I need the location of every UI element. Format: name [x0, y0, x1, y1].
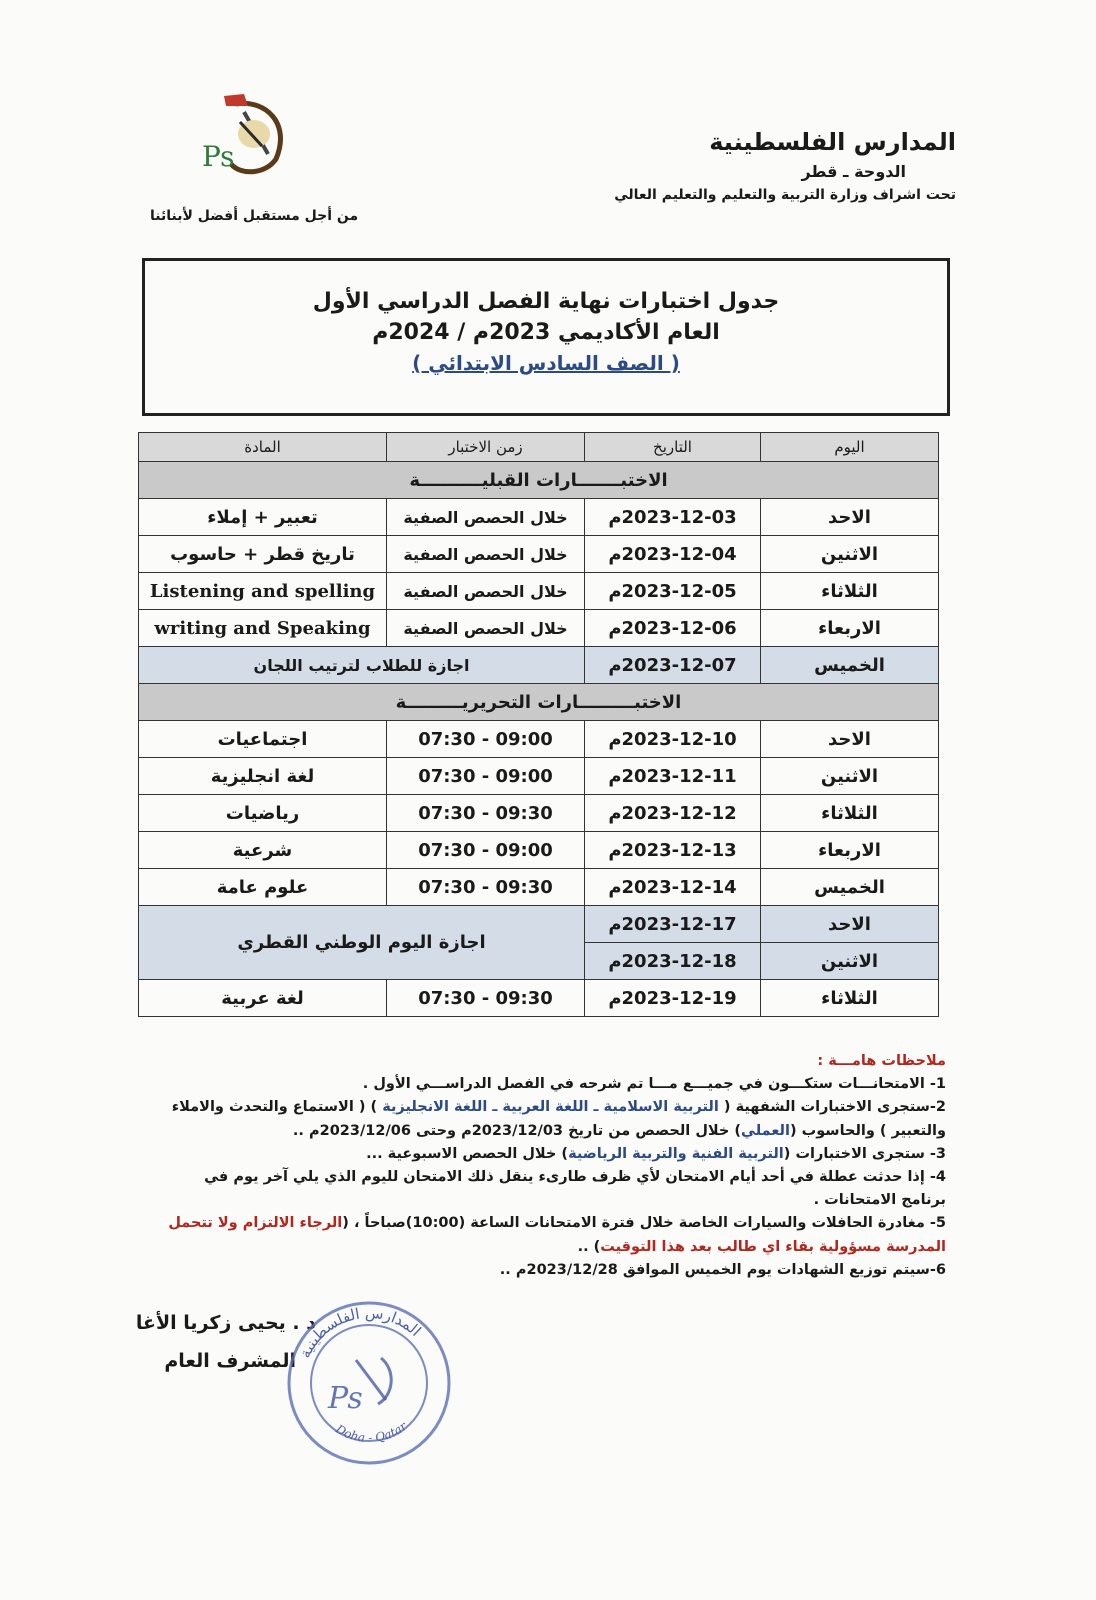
note-2 — [156, 1096, 946, 1142]
note-1: 1- الامتحانـــات ستكـــون في جميـــع مـــا تم شرحه في الفصل الدراســـي الأول . — [362, 1076, 946, 1093]
cell-time: خلال الحصص الصفية — [387, 610, 585, 647]
note-5-part: الرجاء الالتزام ولا تتحمل المدرسة مسؤولية بقاء اي طالب بعد هذا التوقيت — [168, 1215, 946, 1255]
table-row — [139, 832, 939, 869]
note-2-part: 2-ستجرى الاختبارات الشفهية ( — [723, 1099, 946, 1116]
cell-day: الاثنين — [761, 536, 939, 573]
table-row — [139, 610, 939, 647]
title-line-2: العام الأكاديمي 2023م / 2024م — [372, 320, 720, 345]
cell-time: 07:30 - 09:30 — [387, 869, 585, 906]
section-oral-label: الاختبـــــــارات القبليــــــــــة — [139, 462, 939, 499]
svg-text:Ps: Ps — [202, 140, 235, 173]
cell-day: الثلاثاء — [761, 980, 939, 1017]
note-6: 6-سيتم توزيع الشهادات يوم الخميس الموافق 2023/12/28م .. — [499, 1261, 946, 1278]
cell-time: 07:30 - 09:30 — [387, 980, 585, 1017]
table-row — [139, 721, 939, 758]
header-time: زمن الاختبار — [387, 433, 585, 462]
section-oral-row — [139, 462, 939, 499]
cell-date: 2023-12-13م — [585, 832, 761, 869]
cell-day: الخميس — [761, 647, 939, 684]
header-day: اليوم — [761, 433, 939, 462]
stamp-center-text: Ps — [328, 1381, 363, 1416]
cell-subject: تاريخ قطر + حاسوب — [139, 536, 387, 573]
cell-day: الاثنين — [761, 943, 939, 980]
school-city: الدوحة ـ قطر — [801, 162, 906, 181]
note-4: 4- إذا حدثت عطلة في أحد أيام الامتحان لأي ظرف طارىء ينقل ذلك الامتحان لليوم الذي يلي آخر يوم في برنامج الامتحانات . — [204, 1168, 946, 1209]
section-written-row — [139, 684, 939, 721]
cell-day: الاربعاء — [761, 610, 939, 647]
cell-day: الاحد — [761, 721, 939, 758]
cell-subject: لغة انجليزية — [139, 758, 387, 795]
header-subject: المادة — [139, 433, 387, 462]
cell-subject: تعبير + إملاء — [139, 499, 387, 536]
school-name: المدارس الفلسطينية — [709, 128, 956, 156]
signatory-name: د . يحيى زكريا الأغا — [135, 1312, 316, 1334]
cell-subject: لغة عربية — [139, 980, 387, 1017]
cell-day: الاربعاء — [761, 832, 939, 869]
title-line-1: جدول اختبارات نهاية الفصل الدراسي الأول — [312, 289, 780, 314]
note-3-part: التربية الفنية والتربية الرياضية — [568, 1145, 784, 1162]
note-3-part: 3- ستجرى الاختبارات ( — [783, 1145, 946, 1162]
title-box — [142, 258, 950, 416]
header-date: التاريخ — [585, 433, 761, 462]
cell-date: 2023-12-06م — [585, 610, 761, 647]
table-row — [139, 758, 939, 795]
cell-date: 2023-12-19م — [585, 980, 761, 1017]
cell-subject: شرعية — [139, 832, 387, 869]
cell-date: 2023-12-10م — [585, 721, 761, 758]
cell-date: 2023-12-11م — [585, 758, 761, 795]
supervision-text: تحت اشراف وزارة التربية والتعليم والتعليم العالي — [614, 187, 956, 203]
cell-day: الاحد — [761, 906, 939, 943]
cell-date: 2023-12-07م — [585, 647, 761, 684]
holiday-text: اجازة اليوم الوطني القطري — [139, 906, 585, 980]
holiday-text: اجازة للطلاب لترتيب اللجان — [139, 647, 585, 684]
cell-date: 2023-12-14م — [585, 869, 761, 906]
holiday-row — [139, 906, 939, 943]
cell-date: 2023-12-03م — [585, 499, 761, 536]
school-stamp — [286, 1300, 452, 1466]
signatory-role: المشرف العام — [164, 1350, 296, 1372]
holiday-row — [139, 647, 939, 684]
table-row — [139, 980, 939, 1017]
cell-subject: writing and Speaking — [139, 610, 387, 647]
stamp-location-text: Doha - Qatar — [333, 1419, 410, 1445]
table-header-row — [139, 433, 939, 462]
stamp-arc-text: المدارس الفلسطينية — [295, 1303, 425, 1361]
title-line-3: ( الصف السادس الابتدائي ) — [412, 351, 680, 375]
cell-time: 07:30 - 09:00 — [387, 832, 585, 869]
note-5-part: 5- مغادرة الحافلات والسيارات الخاصة خلال فترة الامتحانات الساعة (10:00)صباحاً ، ( — [342, 1215, 946, 1232]
note-2-part: ) ( الاستماع والتحدث والاملاء والتعبير ) والحاسوب ( — [171, 1099, 946, 1139]
slogan: من أجل مستقبل أفضل لأبنائنا — [150, 208, 359, 224]
table-row — [139, 499, 939, 536]
note-5 — [156, 1212, 946, 1258]
cell-day: الاحد — [761, 499, 939, 536]
cell-date: 2023-12-17م — [585, 906, 761, 943]
cell-day: الثلاثاء — [761, 795, 939, 832]
table-row — [139, 869, 939, 906]
cell-day: الثلاثاء — [761, 573, 939, 610]
cell-subject: Listening and spelling — [139, 573, 387, 610]
school-header — [614, 128, 956, 203]
notes-title: ملاحظات هامـــة : — [817, 1053, 946, 1069]
section-written-label: الاختبـــــــــارات التحريريـــــــــة — [139, 684, 939, 721]
cell-time: 07:30 - 09:30 — [387, 795, 585, 832]
cell-subject: رياضيات — [139, 795, 387, 832]
table-row — [139, 795, 939, 832]
table-row — [139, 573, 939, 610]
notes-section — [156, 1050, 946, 1282]
note-3-part: ) خلال الحصص الاسبوعية ... — [366, 1145, 569, 1162]
note-2-part: ) خلال الحصص من تاريخ 2023/12/03م وحتى 2023/12/06م .. — [292, 1122, 742, 1139]
cell-time: خلال الحصص الصفية — [387, 573, 585, 610]
table-row — [139, 536, 939, 573]
note-5-part: ) .. — [577, 1238, 601, 1255]
cell-day: الاثنين — [761, 758, 939, 795]
cell-time: 07:30 - 09:00 — [387, 721, 585, 758]
note-2-part: العملي — [741, 1122, 790, 1139]
cell-time: 07:30 - 09:00 — [387, 758, 585, 795]
cell-subject: اجتماعيات — [139, 721, 387, 758]
cell-date: 2023-12-04م — [585, 536, 761, 573]
note-2-part: التربية الاسلامية ـ اللغة العربية ـ اللغة الانجليزية — [382, 1099, 724, 1116]
cell-date: 2023-12-12م — [585, 795, 761, 832]
cell-time: خلال الحصص الصفية — [387, 499, 585, 536]
cell-date: 2023-12-05م — [585, 573, 761, 610]
note-3 — [156, 1143, 946, 1166]
school-logo — [196, 84, 296, 184]
exam-schedule-table — [138, 432, 939, 1017]
cell-date: 2023-12-18م — [585, 943, 761, 980]
cell-day: الخميس — [761, 869, 939, 906]
cell-time: خلال الحصص الصفية — [387, 536, 585, 573]
cell-subject: علوم عامة — [139, 869, 387, 906]
